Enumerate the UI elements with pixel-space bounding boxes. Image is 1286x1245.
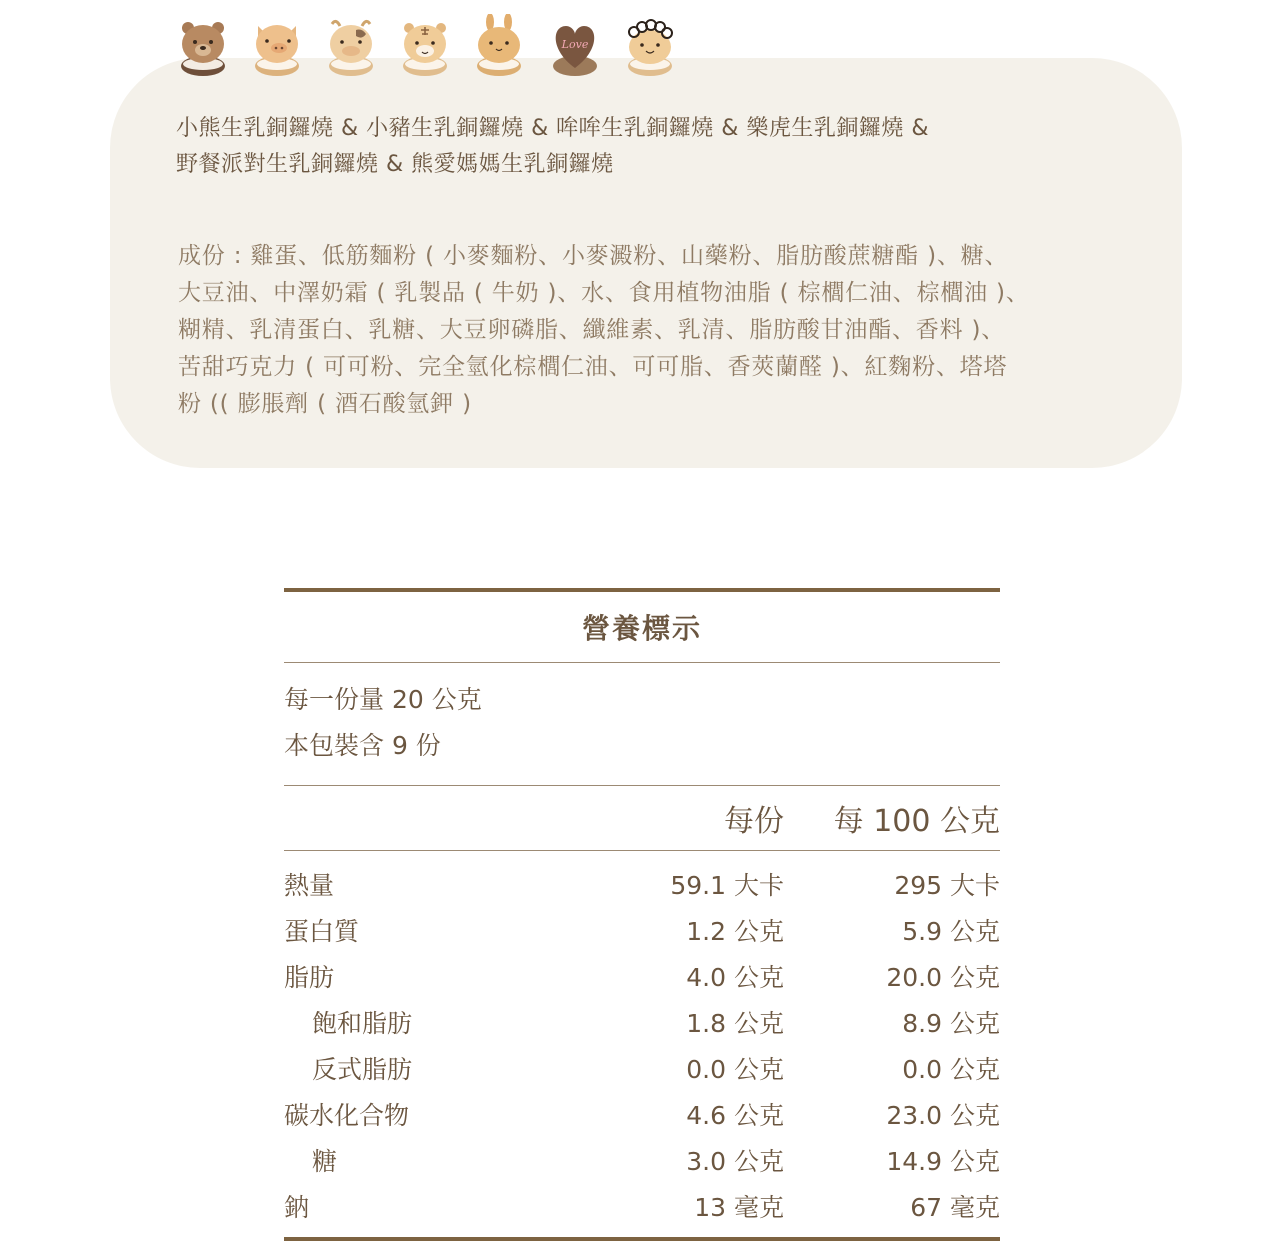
product-names-line-2: 野餐派對生乳銅鑼燒 & 熊愛媽媽生乳銅鑼燒 (176, 152, 614, 177)
nutrient-label: 飽和脂肪 (312, 1009, 413, 1038)
nutrient-row (284, 1045, 1000, 1091)
nutrient-per-serving: 59.1 大卡 (670, 871, 784, 900)
nutrient-per-100g: 20.0 公克 (886, 963, 1000, 992)
nutrient-row (284, 999, 1000, 1045)
column-header-per-serving: 每份 (724, 804, 784, 839)
nutrient-row (284, 1183, 1000, 1229)
bear-dorayaki-icon (178, 14, 228, 78)
nutrient-label: 反式脂肪 (312, 1055, 413, 1084)
heart-love-dorayaki-icon (548, 14, 598, 78)
ingredients-line-4: 苦甜巧克力 ( 可可粉、完全氫化棕櫚仁油、可可脂、香莢蘭醛 )、紅麴粉、塔塔 (178, 354, 1008, 380)
nutrient-row (284, 1091, 1000, 1137)
column-header-per-100g: 每 100 公克 (833, 804, 1000, 839)
nutrient-rows (284, 851, 1000, 1237)
nutrition-title: 營養標示 (581, 612, 702, 645)
nutrient-label: 鈉 (284, 1193, 310, 1222)
bottom-rule (284, 1237, 1000, 1241)
pig-dorayaki-icon (252, 14, 302, 78)
serving-size: 每一份量 20 公克 (284, 685, 482, 714)
svg-text:Love: Love (561, 38, 589, 51)
product-names-line-1: 小熊生乳銅鑼燒 & 小豬生乳銅鑼燒 & 哞哞生乳銅鑼燒 & 樂虎生乳銅鑼燒 & (176, 116, 930, 141)
nutrient-per-100g: 14.9 公克 (886, 1147, 1000, 1176)
servings-per-package: 本包裝含 9 份 (284, 731, 441, 760)
cow-dorayaki-icon (326, 14, 376, 78)
nutrient-label: 脂肪 (284, 963, 335, 992)
nutrient-row (284, 907, 1000, 953)
ingredients-text (178, 238, 1128, 423)
ingredients-line-3: 糊精、乳清蛋白、乳糖、大豆卵磷脂、纖維素、乳清、脂肪酸甘油酯、香料 )、 (178, 317, 1006, 343)
nutrient-per-100g: 5.9 公克 (902, 917, 1000, 946)
nutrient-row (284, 861, 1000, 907)
nutrient-per-100g: 295 大卡 (894, 871, 1000, 900)
column-headers (284, 786, 1000, 850)
nutrition-facts-table (284, 588, 1000, 1241)
tiger-dorayaki-icon (400, 14, 450, 78)
nutrient-per-serving: 4.6 公克 (686, 1101, 784, 1130)
nutrient-per-100g: 23.0 公克 (886, 1101, 1000, 1130)
nutrient-per-serving: 1.2 公克 (686, 917, 784, 946)
nutrient-per-serving: 4.0 公克 (686, 963, 784, 992)
nutrient-per-serving: 0.0 公克 (686, 1055, 784, 1084)
nutrient-per-100g: 8.9 公克 (902, 1009, 1000, 1038)
product-names (176, 111, 929, 183)
ingredients-line-5: 粉 (( 膨脹劑 ( 酒石酸氫鉀 ) (178, 391, 472, 417)
curly-hair-mom-dorayaki-icon (622, 14, 672, 78)
character-icons-row (178, 14, 672, 84)
nutrient-label: 糖 (312, 1147, 338, 1176)
nutrient-per-100g: 0.0 公克 (902, 1055, 1000, 1084)
nutrient-per-serving: 3.0 公克 (686, 1147, 784, 1176)
nutrient-row (284, 1137, 1000, 1183)
serving-info (284, 663, 1000, 785)
nutrient-label: 熱量 (284, 871, 335, 900)
nutrient-label: 碳水化合物 (284, 1101, 410, 1130)
nutrient-per-serving: 1.8 公克 (686, 1009, 784, 1038)
rabbit-dorayaki-icon (474, 14, 524, 78)
nutrient-row (284, 953, 1000, 999)
nutrient-per-serving: 13 毫克 (694, 1193, 784, 1222)
nutrient-label: 蛋白質 (284, 917, 360, 946)
nutrient-per-100g: 67 毫克 (910, 1193, 1000, 1222)
ingredients-line-1: 成份 : 雞蛋、低筋麵粉 ( 小麥麵粉、小麥澱粉、山藥粉、脂肪酸蔗糖酯 )、糖、 (178, 243, 1009, 269)
ingredients-line-2: 大豆油、中澤奶霜 ( 乳製品 ( 牛奶 )、水、食用植物油脂 ( 棕櫚仁油、棕櫚油 )、 (178, 280, 1030, 306)
